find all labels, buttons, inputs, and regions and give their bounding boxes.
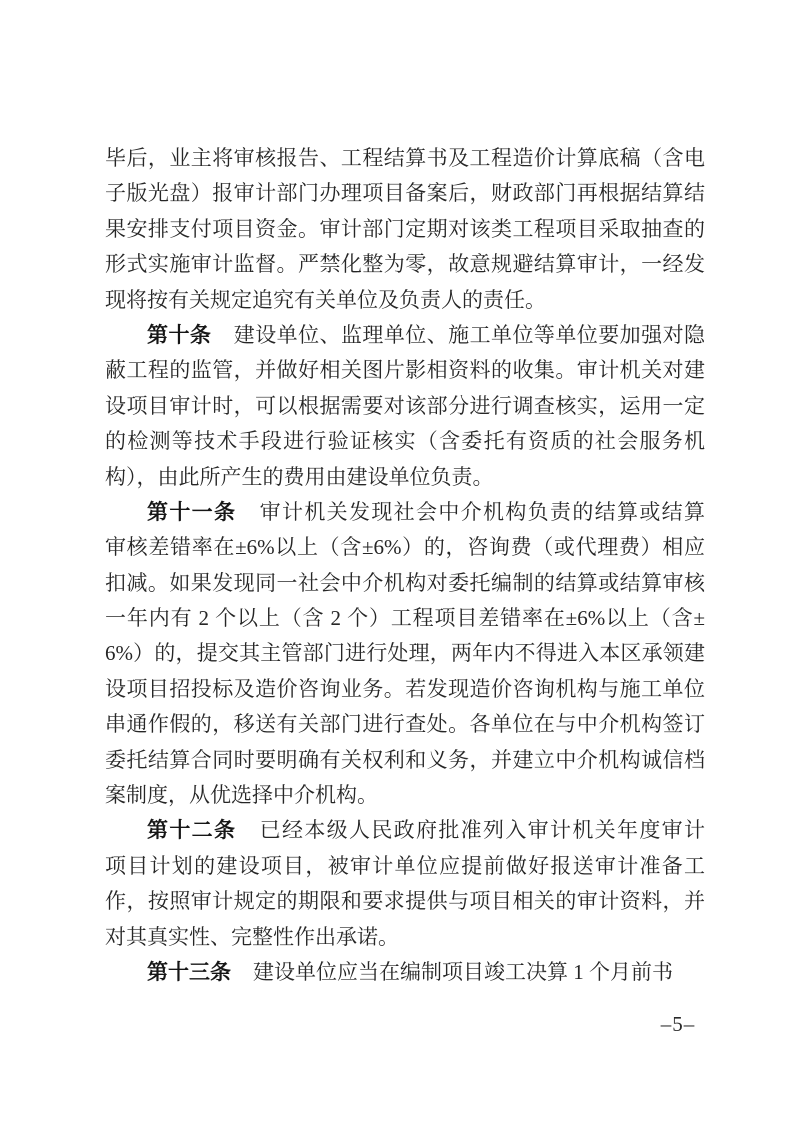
text-line: 子版光盘）报审计部门办理项目备案后，财政部门再根据结算结 xyxy=(105,181,705,206)
line-text: 审计机关发现社会中介机构负责的结算或结算 xyxy=(258,499,705,524)
line-text: 建设单位、监理单位、施工单位等单位要加强对隐 xyxy=(233,322,705,347)
text-line: 串通作假的，移送有关部门进行查处。各单位在与中介机构签订 xyxy=(105,712,705,737)
article-heading: 第十二条 xyxy=(147,819,237,843)
text-line: 形式实施审计监督。严禁化整为零，故意规避结算审计，一经发 xyxy=(105,252,705,277)
text-line: 设项目审计时，可以根据需要对该部分进行调查核实，运用一定 xyxy=(105,393,705,418)
text-line: 扣减。如果发现同一社会中介机构对委托编制的结算或结算审核 xyxy=(105,570,705,595)
article-heading: 第十条 xyxy=(147,323,212,347)
page-number: –5– xyxy=(660,1012,696,1036)
article-heading: 第十一条 xyxy=(147,500,237,524)
text-line: 毕后，业主将审核报告、工程结算书及工程造价计算底稿（含电 xyxy=(105,146,705,170)
text-line: 对其真实性、完整性作出承诺。 xyxy=(105,924,399,949)
document-body xyxy=(105,141,705,990)
text-line xyxy=(105,813,705,848)
text-line: 的检测等技术手段进行验证核实（含委托有资质的社会服务机 xyxy=(105,429,705,454)
text-line xyxy=(105,955,705,990)
text-line: 项目计划的建设项目，被审计单位应提前做好报送审计准备工 xyxy=(105,853,705,878)
text-line: 现将按有关规定追究有关单位及负责人的责任。 xyxy=(105,287,546,312)
line-text: 已经本级人民政府批准列入审计机关年度审计 xyxy=(258,818,705,843)
text-line: 设项目招投标及造价咨询业务。若发现造价咨询机构与施工单位 xyxy=(105,676,705,701)
text-line: 构），由此所产生的费用由建设单位负责。 xyxy=(105,464,494,489)
text-line: 蔽工程的监管，并做好相关图片影相资料的收集。审计机关对建 xyxy=(105,358,705,383)
text-line: 案制度，从优选择中介机构。 xyxy=(105,783,378,808)
text-line xyxy=(105,495,705,530)
text-line: 委托结算合同时要明确有关权利和义务，并建立中介机构诚信档 xyxy=(105,747,705,772)
text-line: 作，按照审计规定的期限和要求提供与项目相关的审计资料，并 xyxy=(105,889,705,914)
text-line xyxy=(105,318,705,353)
text-line: 果安排支付项目资金。审计部门定期对该类工程项目采取抽查的 xyxy=(105,216,705,241)
text-line: 审核差错率在±6%以上（含±6%）的，咨询费（或代理费）相应 xyxy=(105,535,705,560)
line-text: 建设单位应当在编制项目竣工决算 1 个月前书 xyxy=(253,959,673,984)
article-heading: 第十三条 xyxy=(147,960,231,984)
text-line: 一年内有 2 个以上（含 2 个）工程项目差错率在±6%以上（含± xyxy=(105,606,705,631)
text-line: 6%）的，提交其主管部门进行处理，两年内不得进入本区承领建 xyxy=(105,641,705,666)
